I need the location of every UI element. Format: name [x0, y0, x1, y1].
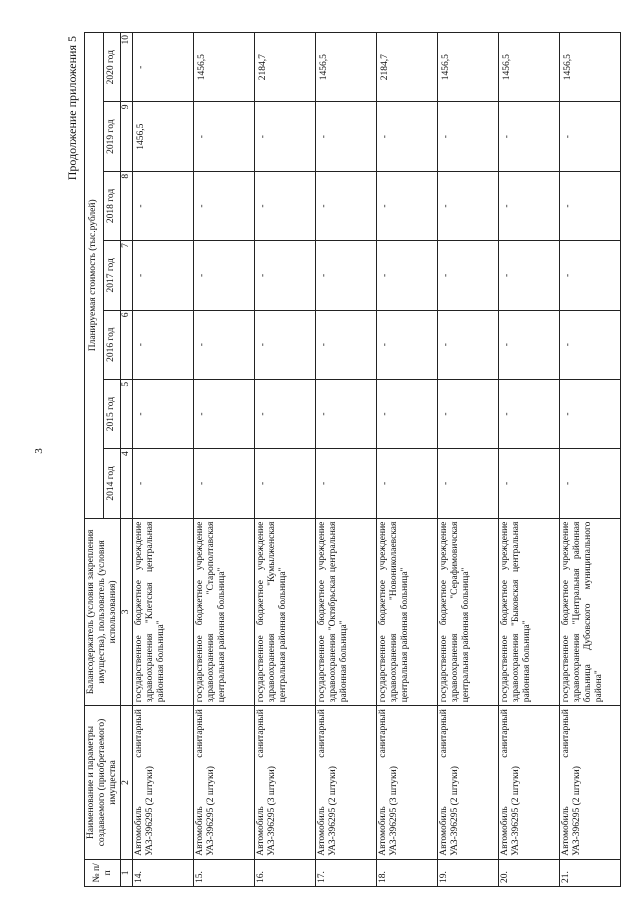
cost-2019: -	[499, 102, 560, 171]
header-row	[85, 33, 104, 887]
row-number: 18.	[377, 859, 438, 886]
row-number: 15.	[194, 859, 255, 886]
cost-2018: -	[194, 171, 255, 240]
cost-2014: -	[194, 449, 255, 518]
cost-2020: 2184,7	[255, 33, 316, 102]
index-cell: 7	[121, 241, 133, 310]
index-cell: 5	[121, 379, 133, 448]
table-row	[499, 33, 560, 887]
header-year: 2019 год	[103, 102, 120, 171]
cost-2016: -	[377, 310, 438, 379]
cost-2017: -	[255, 241, 316, 310]
cost-2019: 1456,5	[133, 102, 194, 171]
header-year: 2014 год	[103, 449, 120, 518]
cost-2017: -	[560, 241, 621, 310]
cost-2014: -	[316, 449, 377, 518]
cost-2019: -	[377, 102, 438, 171]
row-number: 17.	[316, 859, 377, 886]
header-year: 2018 год	[103, 171, 120, 240]
cost-2016: -	[560, 310, 621, 379]
balance-holder: государственное бюджетное учреждение здравоохранения "Центральная районная больница Дубовского муниципального района"	[560, 518, 621, 706]
header-year: 2020 год	[103, 33, 120, 102]
index-cell: 4	[121, 449, 133, 518]
row-number: 19.	[438, 859, 499, 886]
cost-2018: -	[255, 171, 316, 240]
cost-2018: -	[133, 171, 194, 240]
balance-holder: государственное бюджетное учреждение здравоохранения "Октябрьская центральная районная больница"	[316, 518, 377, 706]
cost-2016: -	[255, 310, 316, 379]
cost-2017: -	[438, 241, 499, 310]
balance-holder: государственное бюджетное учреждение здравоохранения "Серафимовичская центральная районная больница"	[438, 518, 499, 706]
cost-2015: -	[560, 379, 621, 448]
index-cell: 6	[121, 310, 133, 379]
cost-2019: -	[255, 102, 316, 171]
cost-2018: -	[499, 171, 560, 240]
cost-2015: -	[438, 379, 499, 448]
cost-2015: -	[377, 379, 438, 448]
header-num: № п/п	[85, 859, 121, 886]
cost-2014: -	[377, 449, 438, 518]
index-cell: 2	[121, 706, 133, 860]
header-year: 2015 год	[103, 379, 120, 448]
cost-2019: -	[194, 102, 255, 171]
cost-2015: -	[255, 379, 316, 448]
table-row	[316, 33, 377, 887]
cost-2020: 1456,5	[499, 33, 560, 102]
asset-name: Автомобиль санитарный УАЗ-396295 (3 штуки)	[377, 706, 438, 860]
table-body	[133, 33, 621, 887]
cost-2014: -	[255, 449, 316, 518]
cost-2017: -	[377, 241, 438, 310]
row-number: 16.	[255, 859, 316, 886]
cost-2016: -	[133, 310, 194, 379]
balance-holder: государственное бюджетное учреждение здравоохранения "Быковская центральная районная больница"	[499, 518, 560, 706]
row-number: 21.	[560, 859, 621, 886]
cost-2017: -	[499, 241, 560, 310]
cost-2014: -	[133, 449, 194, 518]
cost-2015: -	[316, 379, 377, 448]
cost-2020: 1456,5	[438, 33, 499, 102]
cost-2019: -	[316, 102, 377, 171]
balance-holder: государственное бюджетное учреждение здравоохранения "Клетская центральная районная больница"	[133, 518, 194, 706]
header-cost-group: Планируемая стоимость (тыс.рублей)	[85, 33, 104, 519]
table-row	[438, 33, 499, 887]
cost-2018: -	[377, 171, 438, 240]
page-number: 3	[32, 448, 45, 454]
table-row	[560, 33, 621, 887]
index-cell: 1	[121, 859, 133, 886]
cost-2020: -	[133, 33, 194, 102]
cost-2020: 1456,5	[560, 33, 621, 102]
header-year: 2016 год	[103, 310, 120, 379]
cost-2018: -	[560, 171, 621, 240]
asset-name: Автомобиль санитарный УАЗ-396295 (2 штуки)	[499, 706, 560, 860]
cost-2020: 1456,5	[194, 33, 255, 102]
appendix-caption: Продолжение приложения 5	[65, 36, 79, 181]
rotated-document	[65, 32, 622, 887]
asset-name: Автомобиль санитарный УАЗ-396295 (3 штуки)	[255, 706, 316, 860]
header-index-row	[121, 33, 133, 887]
row-number: 14.	[133, 859, 194, 886]
index-cell: 3	[121, 518, 133, 706]
table-row	[377, 33, 438, 887]
asset-name: Автомобиль санитарный УАЗ-396295 (2 штуки)	[133, 706, 194, 860]
cost-2016: -	[438, 310, 499, 379]
cost-2019: -	[438, 102, 499, 171]
cost-2015: -	[499, 379, 560, 448]
table-row	[255, 33, 316, 887]
cost-2019: -	[560, 102, 621, 171]
index-cell: 9	[121, 102, 133, 171]
header-name: Наименование и параметры создаваемого (приобретаемого) имущества	[85, 706, 121, 860]
cost-2014: -	[499, 449, 560, 518]
cost-2016: -	[316, 310, 377, 379]
cost-2014: -	[560, 449, 621, 518]
cost-2020: 1456,5	[316, 33, 377, 102]
index-cell: 10	[121, 33, 133, 102]
header-holder: Балансодержатель (условия закрепления имущества), пользователь (условия использования)	[85, 518, 121, 706]
table-row	[194, 33, 255, 887]
table-row	[133, 33, 194, 887]
cost-2016: -	[194, 310, 255, 379]
asset-name: Автомобиль санитарный УАЗ-396295 (2 штуки)	[438, 706, 499, 860]
cost-2017: -	[194, 241, 255, 310]
cost-2015: -	[133, 379, 194, 448]
asset-name: Автомобиль санитарный УАЗ-396295 (2 штуки)	[194, 706, 255, 860]
cost-2014: -	[438, 449, 499, 518]
balance-holder: государственное бюджетное учреждение здравоохранения "Старополтавская центральная районная больница"	[194, 518, 255, 706]
index-cell: 8	[121, 171, 133, 240]
cost-2020: 2184,7	[377, 33, 438, 102]
cost-2017: -	[316, 241, 377, 310]
cost-table	[84, 32, 621, 887]
cost-2017: -	[133, 241, 194, 310]
header-year: 2017 год	[103, 241, 120, 310]
cost-2016: -	[499, 310, 560, 379]
cost-2018: -	[316, 171, 377, 240]
row-number: 20.	[499, 859, 560, 886]
balance-holder: государственное бюджетное учреждение здравоохранения "Кумылженская центральная районная больница"	[255, 518, 316, 706]
asset-name: Автомобиль санитарный УАЗ-396295 (2 штуки)	[316, 706, 377, 860]
balance-holder: государственное бюджетное учреждение здравоохранения "Новониколаевская центральная районная больница"	[377, 518, 438, 706]
cost-2015: -	[194, 379, 255, 448]
asset-name: Автомобиль санитарный УАЗ-396295 (2 штуки)	[560, 706, 621, 860]
cost-2018: -	[438, 171, 499, 240]
